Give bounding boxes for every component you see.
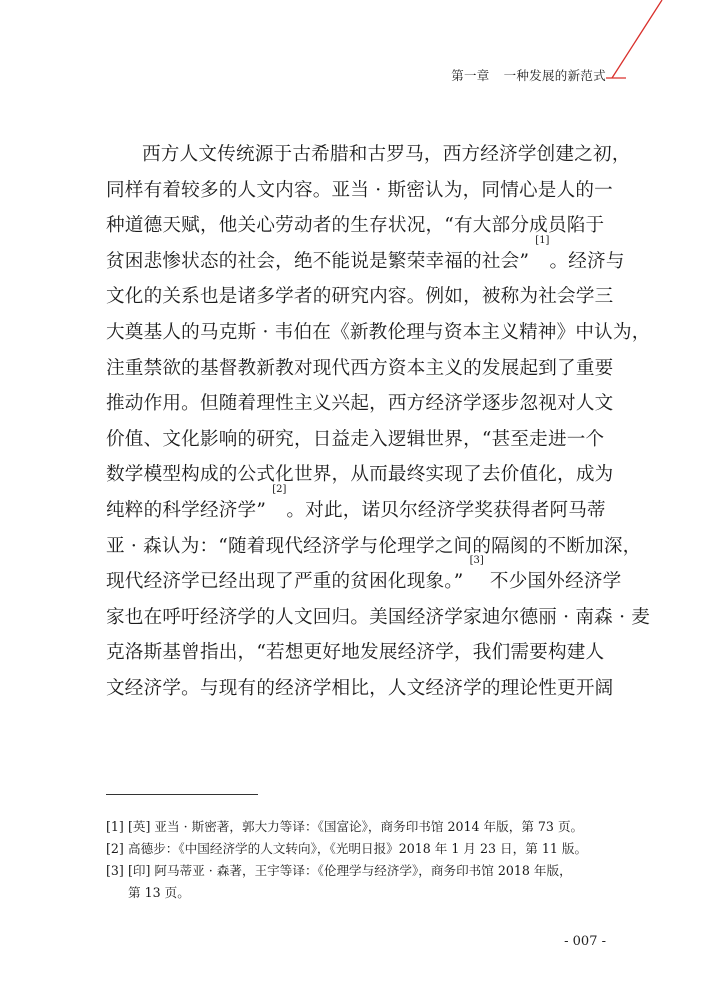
page-number: - 007 -: [564, 934, 606, 949]
text-segment: 现代经济学已经出现了严重的贫困化现象。”: [106, 571, 464, 593]
text-line: 注重禁欲的基督教新教对现代西方资本主义的发展起到了重要: [106, 357, 614, 379]
footnote-3: [106, 860, 606, 882]
text-line: 大奠基人的马克斯 · 韦伯在《新教伦理与资本主义精神》中认为，: [106, 321, 651, 343]
text-line: 同样有着较多的人文内容。亚当 · 斯密认为，同情心是人的一: [106, 179, 613, 201]
chapter-label: 第一章: [451, 68, 490, 83]
footnote-1: [106, 816, 606, 838]
text-line: 种道德天赋，他关心劳动者的生存状况，“有大部分成员陷于: [106, 215, 605, 237]
footnote-number: [3]: [106, 863, 124, 878]
text-segment: 。经济与: [549, 250, 625, 272]
text-line: 家也在呼吁经济学的人文回归。美国经济学家迪尔德丽 · 南森 · 麦: [106, 606, 651, 628]
text-line: 文经济学。与现有的经济学相比，人文经济学的理论性更开阔: [106, 677, 614, 699]
chapter-title: 一种发展的新范式: [503, 68, 606, 83]
footnote-number: [1]: [106, 819, 124, 834]
text-segment: 贫困悲惨状态的社会，绝不能说是繁荣幸福的社会”: [106, 250, 530, 272]
footnotes: [106, 816, 606, 904]
footnote-ref-2[interactable]: [2]: [272, 483, 287, 495]
text-line: 亚 · 森认为：“随着现代经济学与伦理学之间的隔阂的不断加深，: [106, 535, 642, 557]
footnote-text: [印] 阿马蒂亚 · 森著，王宇等译：《伦理学与经济学》，商务印书馆 2018 年版，: [128, 863, 572, 878]
footnote-text: 高德步：《中国经济学的人文转向》，《光明日报》2018 年 1 月 23 日，第 11 版。: [128, 841, 588, 856]
text-line: 文化的关系也是诸多学者的研究内容。例如，被称为社会学三: [106, 286, 614, 308]
text-line: [106, 555, 622, 600]
text-segment: 。对此，诺贝尔经济学奖获得者阿马蒂: [286, 499, 606, 521]
footnote-ref-3[interactable]: [3]: [469, 555, 484, 567]
footnote-number: [2]: [106, 841, 124, 856]
text-line: 西方人文传统源于古希腊和古罗马，西方经济学创建之初，: [142, 144, 631, 165]
footnote-2: [106, 838, 606, 860]
text-line: 克洛斯基曾指出，“若想更好地发展经济学，我们需要构建人: [106, 642, 605, 664]
running-header: [451, 66, 606, 84]
footnote-3-continued: 第 13 页。: [128, 885, 190, 900]
text-line: 推动作用。但随着理性主义兴起，西方经济学逐步忽视对人文: [106, 393, 614, 415]
text-line: [106, 234, 625, 280]
body-paragraph: [106, 137, 651, 707]
text-line: [106, 483, 606, 529]
text-segment: 不少国外经济学: [489, 571, 622, 593]
text-segment: 纯粹的科学经济学”: [106, 499, 267, 521]
footnote-ref-1[interactable]: [1]: [535, 234, 550, 246]
footnote-text: [英] 亚当 · 斯密著，郭大力等译：《国富论》，商务印书馆 2014 年版，第 73 页。: [128, 819, 584, 834]
footnote-divider: [106, 794, 258, 795]
text-line: 数学模型构成的公式化世界，从而最终实现了去价值化，成为: [106, 464, 614, 486]
text-line: 价值、文化影响的研究，日益走入逻辑世界，“甚至走进一个: [106, 428, 605, 450]
